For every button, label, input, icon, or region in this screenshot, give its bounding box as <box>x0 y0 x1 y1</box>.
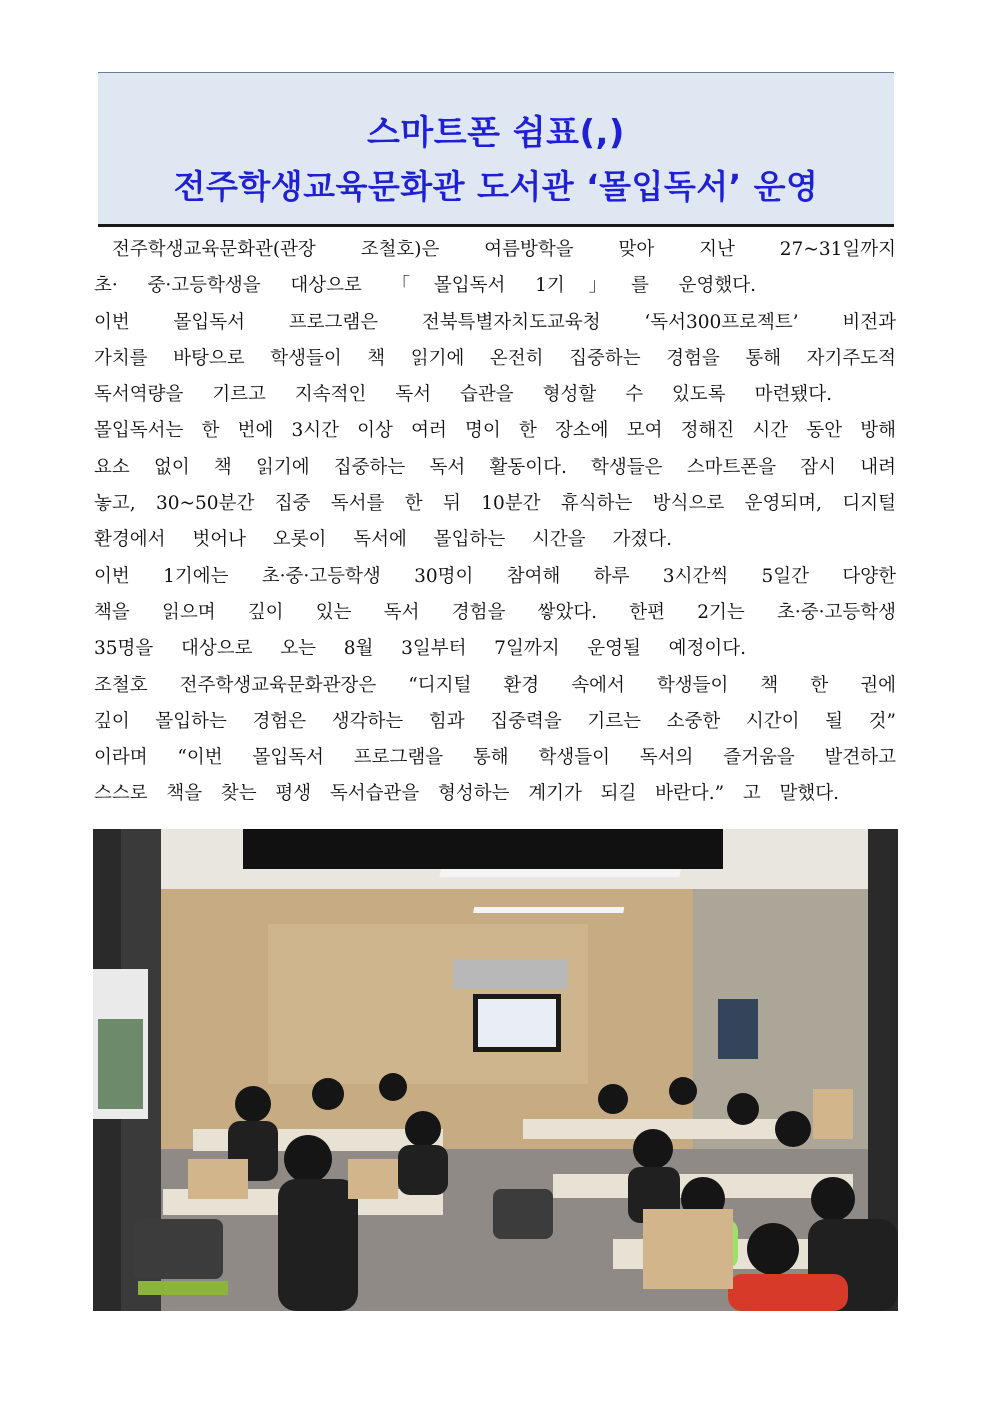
article-body <box>94 232 896 813</box>
title-line-2: 전주학생교육문화관 도서관 ‘몰입독서’ 운영 <box>173 167 819 206</box>
body-line: 환경에서 벗어나 오롯이 독서에 몰입하는 시간을 가졌다. <box>94 529 672 551</box>
classroom-photo <box>93 829 898 1311</box>
body-line: 이라며 “이번 몰입독서 프로그램을 통해 학생들이 독서의 즐거움을 발견하고 <box>94 747 896 769</box>
body-line: 깊이 몰입하는 경험은 생각하는 힘과 집중력을 기르는 소중한 시간이 될 것” <box>94 710 896 732</box>
body-line: 이번 몰입독서 프로그램은 전북특별자치도교육청 ‘독서300프로젝트’ 비전과 <box>94 311 896 333</box>
body-line: 이번 1기에는 초·중·고등학생 30명이 참여해 하루 3시간씩 5일간 다양한 <box>94 565 896 587</box>
body-line: 전주학생교육문화관(관장 조철호)은 여름방학을 맞아 지난 27~31일까지 <box>112 239 896 260</box>
title-line-1: 스마트폰 쉼표(,) <box>367 113 625 153</box>
body-line: 놓고, 30~50분간 집중 독서를 한 뒤 10분간 휴식하는 방식으로 운영되며, 디지털 <box>94 493 896 515</box>
body-line: 초· 중·고등학생을 대상으로 「몰입독서 1기」를 운영했다. <box>94 275 756 297</box>
body-line: 책을 읽으며 깊이 있는 독서 경험을 쌓았다. 한편 2기는 초·중·고등학생 <box>94 601 896 623</box>
body-line: 조철호 전주학생교육문화관장은 “디지털 환경 속에서 학생들이 책 한 권에 <box>94 674 896 696</box>
body-line: 요소 없이 책 읽기에 집중하는 독서 활동이다. 학생들은 스마트폰을 잠시 내려 <box>94 456 896 478</box>
body-line: 몰입독서는 한 번에 3시간 이상 여러 명이 한 장소에 모여 정해진 시간 동안 방해 <box>94 420 896 442</box>
title-box <box>98 72 894 227</box>
body-line: 독서역량을 기르고 지속적인 독서 습관을 형성할 수 있도록 마련됐다. <box>94 384 832 406</box>
body-line: 스스로 책을 찾는 평생 독서습관을 형성하는 계기가 되길 바란다.” 고 말했다. <box>94 783 839 805</box>
body-line: 가치를 바탕으로 학생들이 책 읽기에 온전히 집중하는 경험을 통해 자기주도적 <box>94 347 896 369</box>
body-line: 35명을 대상으로 오는 8월 3일부터 7일까지 운영될 예정이다. <box>94 638 746 660</box>
